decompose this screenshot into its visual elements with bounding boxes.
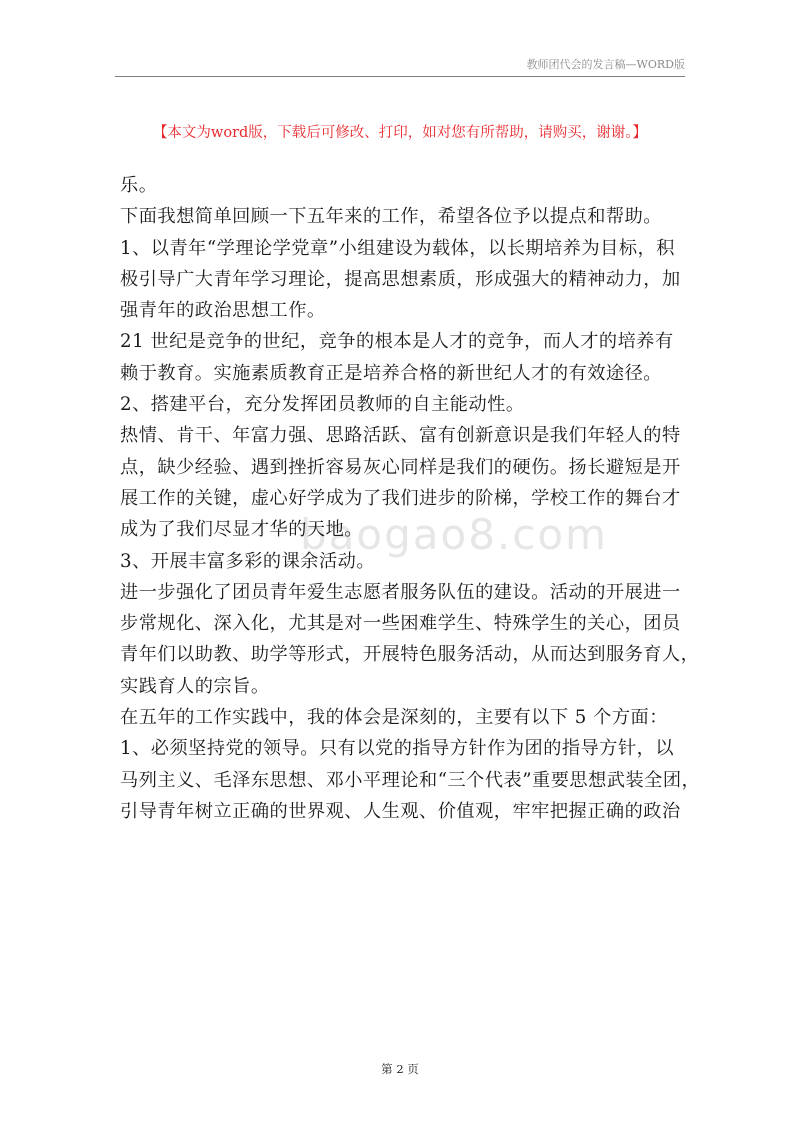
- paragraph: [120, 420, 685, 545]
- download-notice: 【本文为word版，下载后可修改、打印，如对您有所帮助，请购买，谢谢。】: [152, 125, 648, 141]
- text-line: 强青年的政治思想工作。: [120, 300, 326, 322]
- paragraph: [120, 577, 700, 702]
- document-body: [120, 170, 701, 827]
- text-line: 青年们以助教、助学等形式，开展特色服务活动，从而达到服务育人，: [120, 644, 700, 666]
- paragraph: [120, 733, 701, 827]
- text-line: 实践育人的宗旨。: [120, 675, 270, 697]
- text-line: 马列主义、毛泽东思想、邓小平理论和“三个代表”重要思想武装全团，: [120, 769, 701, 791]
- text-line: 2、搭建平台，充分发挥团员教师的自主能动性。: [120, 394, 525, 416]
- paragraph: [120, 389, 685, 420]
- page-header-title: 教师团代会的发言稿—WORD版: [526, 58, 685, 71]
- text-line: 21 世纪是竞争的世纪，竞争的根本是人才的竞争，而人才的培养有: [120, 331, 674, 353]
- paragraph: [120, 170, 685, 201]
- watermark: baogao8.com: [300, 510, 608, 559]
- paragraph: [120, 201, 685, 232]
- text-line: 1、必须坚持党的领导。只有以党的指导方针作为团的指导方针，以: [120, 738, 675, 760]
- text-line: 赖于教育。实施素质教育正是培养合格的新世纪人才的有效途径。: [120, 362, 662, 384]
- text-line: 1、以青年“学理论学党章”小组建设为载体，以长期培养为目标，积: [120, 237, 675, 259]
- paragraph: [120, 326, 685, 389]
- text-line: 进一步强化了团员青年爱生志愿者服务队伍的建设。活动的开展进一: [120, 581, 681, 603]
- paragraph: [120, 233, 685, 327]
- text-line: 热情、肯干、年富力强、思路活跃、富有创新意识是我们年轻人的特: [120, 425, 681, 447]
- text-line: 步常规化、深入化，尤其是对一些困难学生、特殊学生的关心，团员: [120, 613, 681, 635]
- text-line: 乐。: [120, 175, 158, 196]
- text-line: 成为了我们尽显才华的天地。: [120, 519, 363, 541]
- header-divider: [115, 76, 685, 77]
- text-line: 下面我想简单回顾一下五年来的工作，希望各位予以提点和帮助。: [120, 206, 662, 228]
- paragraph: [120, 546, 685, 577]
- text-line: 3、开展丰富多彩的课余活动。: [120, 550, 376, 572]
- text-line: 极引导广大青年学习理论，提高思想素质，形成强大的精神动力，加: [120, 268, 681, 290]
- text-line: 引导青年树立正确的世界观、人生观、价值观，牢牢把握正确的政治: [120, 800, 681, 822]
- text-line: 展工作的关键，虚心好学成为了我们进步的阶梯，学校工作的舞台才: [120, 487, 681, 509]
- text-line: 点，缺少经验、遇到挫折容易灰心同样是我们的硬伤。扬长避短是开: [120, 456, 681, 478]
- paragraph: [120, 702, 685, 733]
- page-number: 第 2 页: [381, 1062, 419, 1076]
- text-line: 在五年的工作实践中，我的体会是深刻的，主要有以下 5 个方面：: [120, 707, 668, 729]
